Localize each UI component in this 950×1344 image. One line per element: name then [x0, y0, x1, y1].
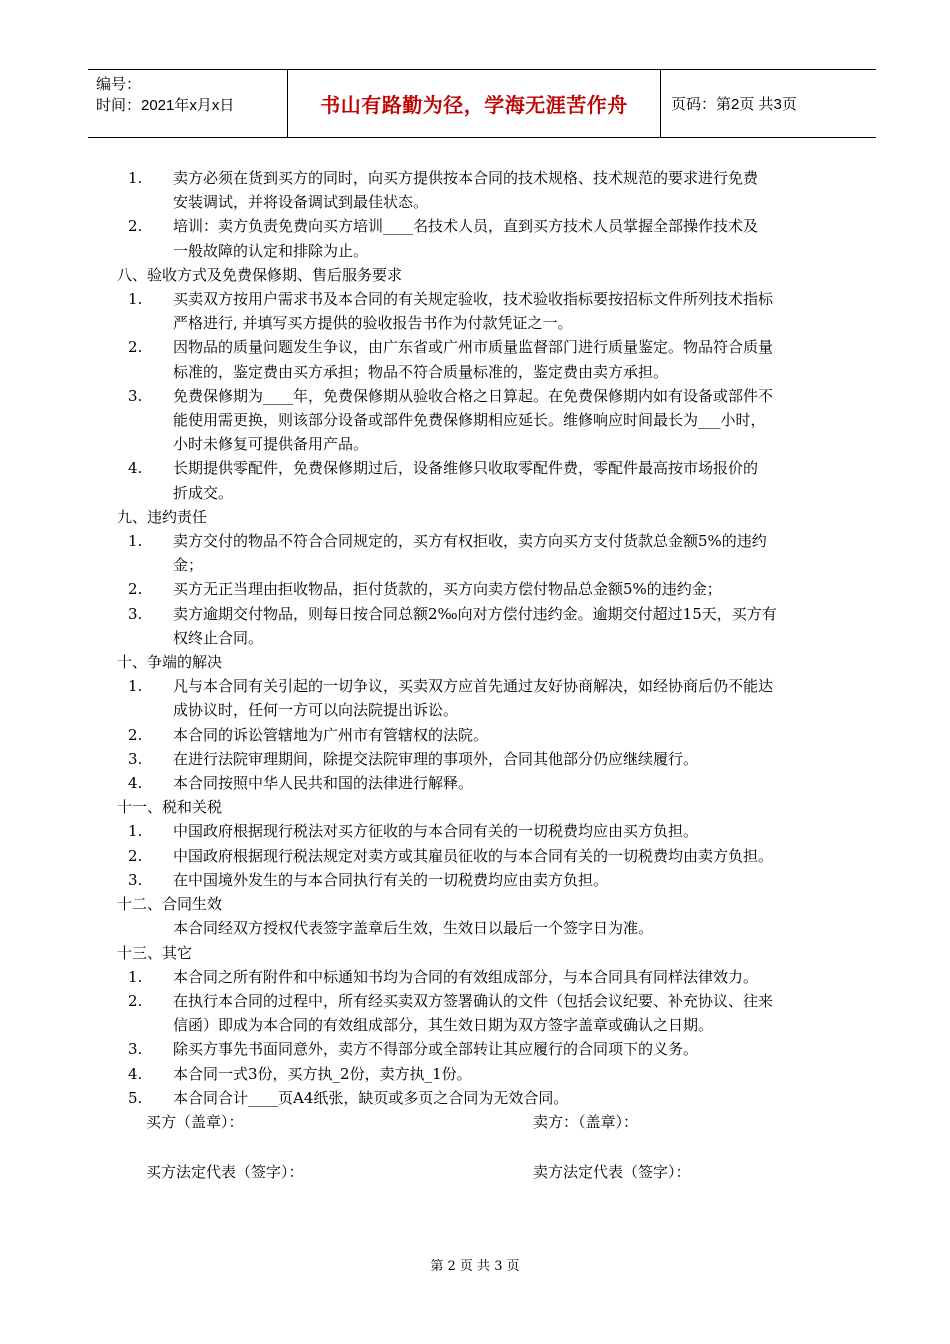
list-item-line: 金；	[173, 556, 204, 575]
list-item-number: 3.	[128, 604, 143, 623]
list-item	[0, 868, 950, 892]
contract-body	[0, 166, 950, 1184]
list-item-number: 2.	[128, 846, 143, 865]
list-item-number: 3.	[128, 870, 143, 889]
section-heading: 八、验收方式及免费保修期、售后服务要求	[117, 265, 403, 284]
list-item-number: 5.	[128, 1088, 143, 1107]
list-item-number: 3.	[128, 386, 143, 405]
list-item	[0, 166, 950, 214]
list-item-number: 1.	[128, 290, 143, 309]
list-item-number: 4.	[128, 774, 143, 793]
list-item	[0, 989, 950, 1037]
header-page-label: 页码：第2页 共3页	[671, 96, 797, 113]
list-item-number: 1.	[128, 169, 143, 187]
list-item	[0, 456, 950, 504]
list-item-line: 严格进行, 并填写买方提供的验收报告书作为付款凭证之一。	[173, 314, 573, 333]
document-time-label: 时间：2021年x月x日	[96, 97, 235, 114]
section-heading: 九、违约责任	[117, 507, 208, 526]
list-item-number: 2.	[128, 725, 143, 744]
list-item-line: 本合同按照中华人民共和国的法律进行解释。	[173, 774, 474, 793]
list-item-line: 在进行法院审理期间，除提交法院审理的事项外，合同其他部分仍应继续履行。	[173, 749, 699, 768]
list-item-line: 买方无正当理由拒收物品，拒付货款的，买方向卖方偿付物品总金额5%的违约金；	[173, 580, 722, 599]
page-footer: 第 2 页 共 3 页	[430, 1259, 520, 1274]
list-item-number: 2.	[128, 338, 143, 357]
list-item	[0, 1086, 950, 1110]
seal-row	[0, 1110, 950, 1134]
list-item-number: 3.	[128, 749, 143, 768]
page-header	[88, 69, 876, 138]
signature-label: 买方（盖章）：	[146, 1112, 244, 1131]
list-item-number: 1.	[128, 967, 143, 986]
list-item-line: 本合同的诉讼管辖地为广州市有管辖权的法院。	[173, 725, 489, 744]
header-meta	[88, 70, 287, 137]
list-item-number: 4.	[128, 1064, 143, 1083]
list-item-line: 卖方逾期交付物品，则每日按合同总额2‰向对方偿付违约金。逾期交付超过15天，买方有	[173, 604, 777, 623]
list-item-line: 小时未修复可提供备用产品。	[173, 435, 369, 454]
list-item	[0, 771, 950, 795]
list-item-number: 1.	[128, 822, 143, 841]
signature-label: 卖方：（盖章）：	[533, 1112, 639, 1131]
list-item-line: 本合同之所有附件和中标通知书均为合同的有效组成部分，与本合同具有同样法律效力。	[173, 967, 759, 986]
document-number-label: 编号：	[96, 76, 142, 93]
list-item-line: 除买方事先书面同意外，卖方不得部分或全部转让其应履行的合同项下的义务。	[173, 1040, 699, 1059]
list-item-number: 1.	[128, 532, 143, 551]
list-item	[0, 384, 950, 457]
list-item-line: 能使用需更换，则该部分设备或部件免费保修期相应延长。维修响应时间最长为___小时，	[173, 411, 766, 430]
list-item-line: 一般故障的认定和排除为止。	[173, 241, 369, 260]
list-item-line: 标准的，鉴定费由买方承担；物品不符合质量标准的，鉴定费由卖方承担。	[173, 362, 669, 381]
list-item-line: 折成交。	[173, 483, 234, 502]
list-item	[0, 747, 950, 771]
list-item-line: 安装调试，并将设备调试到最佳状态。	[173, 193, 429, 212]
list-item	[0, 214, 950, 262]
list-item-line: 本合同合计____页A4纸张，缺页或多页之合同为无效合同。	[173, 1088, 569, 1107]
list-item-line: 在执行本合同的过程中，所有经买卖双方签署确认的文件（包括会议纪要、补充协议、往来	[173, 991, 774, 1010]
list-item	[0, 335, 950, 383]
list-item	[0, 287, 950, 335]
list-item-line: 长期提供零配件，免费保修期过后，设备维修只收取零配件费，零配件最高按市场报价的	[173, 459, 759, 478]
list-item-line: 权终止合同。	[173, 628, 264, 647]
list-item	[0, 1062, 950, 1086]
list-item-line: 免费保修期为____年，免费保修期从验收合格之日算起。在免费保修期内如有设备或部件不	[173, 386, 774, 405]
paragraph: 本合同经双方授权代表签字盖章后生效，生效日以最后一个签字日为准。	[173, 919, 654, 938]
list-item-line: 中国政府根据现行税法规定对卖方或其雇员征收的与本合同有关的一切税费均由卖方负担。	[173, 846, 774, 865]
list-item	[0, 529, 950, 577]
list-item-number: 2.	[128, 217, 143, 236]
list-item-line: 买卖双方按用户需求书及本合同的有关规定验收，技术验收指标要按招标文件所列技术指标	[173, 290, 774, 309]
section-heading: 十二、合同生效	[117, 895, 223, 914]
section-heading: 十一、税和关税	[117, 798, 223, 817]
list-item	[0, 1037, 950, 1061]
list-item-line: 在中国境外发生的与本合同执行有关的一切税费均应由卖方负担。	[173, 870, 609, 889]
list-item-line: 凡与本合同有关引起的一切争议，买卖双方应首先通过友好协商解决，如经协商后仍不能达	[173, 677, 774, 696]
list-item-number: 3.	[128, 1040, 143, 1059]
signature-label: 买方法定代表（签字）：	[146, 1162, 304, 1181]
section-heading: 十三、其它	[117, 943, 193, 962]
list-item-line: 本合同一式3份，买方执_2份，卖方执_1份。	[173, 1064, 472, 1083]
list-item-line: 因物品的质量问题发生争议，由广东省或广州市质量监督部门进行质量鉴定。物品符合质量	[173, 338, 774, 357]
list-item	[0, 844, 950, 868]
list-item-number: 4.	[128, 459, 143, 478]
header-motto: 书山有路勤为径，学海无涯苦作舟	[287, 70, 661, 137]
list-item	[0, 819, 950, 843]
signature-gap	[0, 1134, 950, 1160]
list-item-line: 信函）即成为本合同的有效组成部分，其生效日期为双方签字盖章或确认之日期。	[173, 1016, 714, 1035]
section-heading: 十、争端的解决	[117, 653, 223, 672]
list-item	[0, 577, 950, 601]
list-item-line: 成协议时，任何一方可以向法院提出诉讼。	[173, 701, 459, 720]
representative-row	[0, 1160, 950, 1184]
list-item	[0, 602, 950, 650]
list-item	[0, 674, 950, 722]
list-item	[0, 965, 950, 989]
list-item-number: 2.	[128, 991, 143, 1010]
list-item-number: 1.	[128, 677, 143, 696]
list-item-line: 培训：卖方负责免费向买方培训____名技术人员，直到买方技术人员掌握全部操作技术及	[173, 217, 759, 236]
list-item-number: 2.	[128, 580, 143, 599]
signature-label: 卖方法定代表（签字）：	[533, 1162, 691, 1181]
list-item-line: 中国政府根据现行税法对买方征收的与本合同有关的一切税费均应由买方负担。	[173, 822, 699, 841]
list-item-line: 卖方交付的物品不符合合同规定的，买方有权拒收，卖方向买方支付货款总金额5%的违约	[173, 532, 767, 551]
list-item-line: 卖方必须在货到买方的同时，向买方提供按本合同的技术规格、技术规范的要求进行免费	[173, 169, 759, 187]
list-item	[0, 723, 950, 747]
